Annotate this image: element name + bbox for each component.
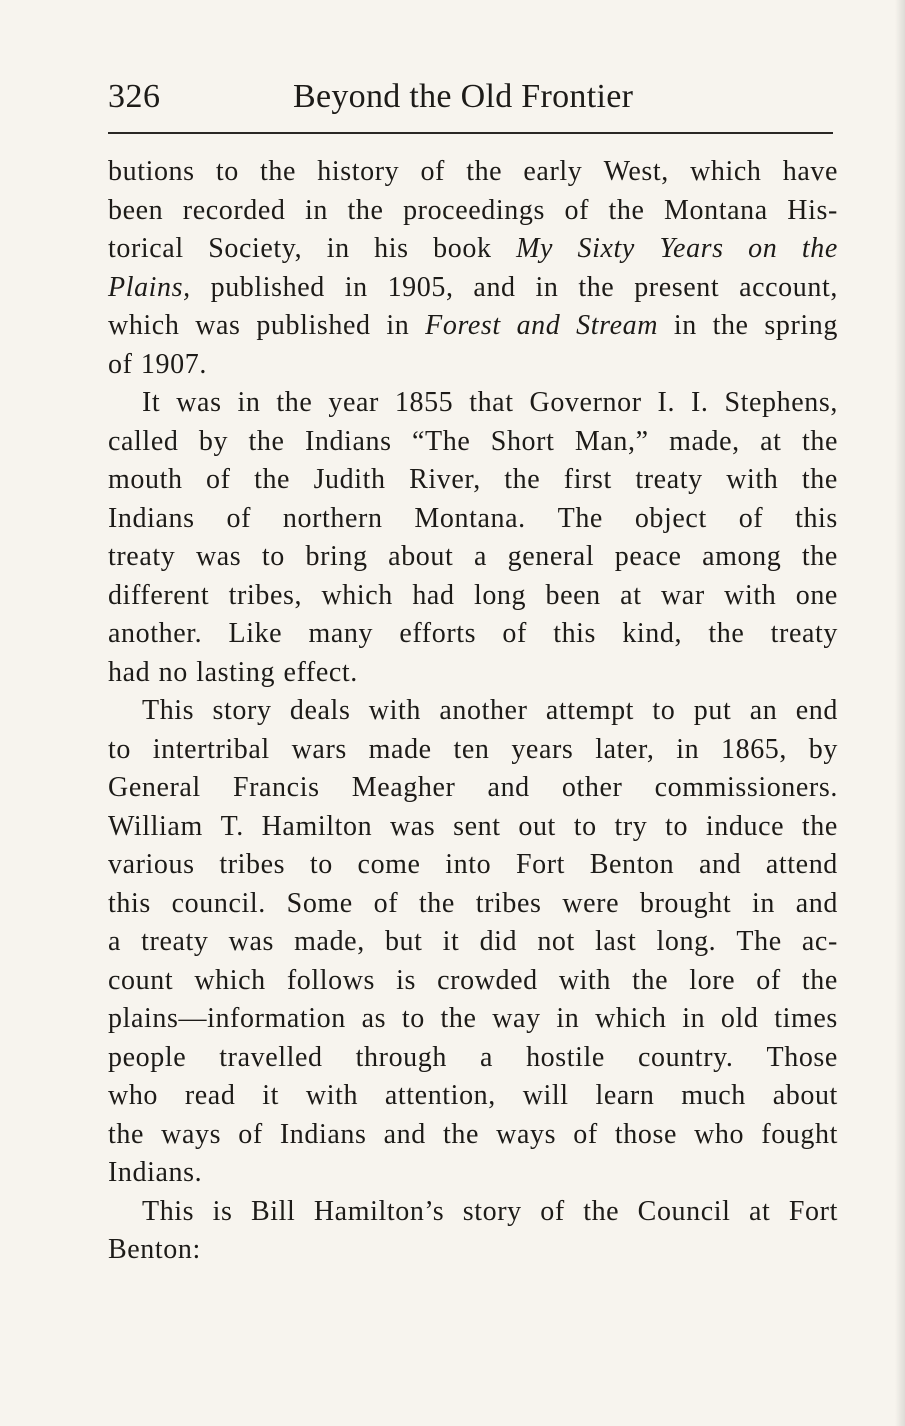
text-line xyxy=(108,1000,838,1039)
word: mouth xyxy=(108,464,183,495)
word: tribes xyxy=(219,849,286,880)
word: end xyxy=(795,695,838,726)
word: the xyxy=(801,810,838,842)
word: another xyxy=(439,695,528,726)
word: I. xyxy=(691,387,709,418)
word: the xyxy=(578,271,615,303)
word: many xyxy=(308,618,374,649)
running-title: Beyond the Old Frontier xyxy=(293,78,634,115)
word: Stream xyxy=(576,310,659,341)
word: long. xyxy=(656,926,717,957)
word: Forest xyxy=(425,310,501,341)
word: story xyxy=(212,695,272,726)
word: was xyxy=(389,810,436,842)
word: put xyxy=(693,695,732,726)
word: The xyxy=(557,502,603,534)
word: by xyxy=(198,425,229,457)
word: Judith xyxy=(313,464,386,495)
text-line xyxy=(108,461,838,500)
word: I. xyxy=(657,387,676,418)
text-line xyxy=(108,153,838,192)
word: recorded xyxy=(182,194,286,226)
word: of xyxy=(226,502,252,534)
word: lasting xyxy=(196,656,276,688)
word: attempt xyxy=(545,695,635,726)
word: which xyxy=(690,156,762,187)
word: were xyxy=(562,887,620,919)
word: peace xyxy=(614,541,682,572)
word: count xyxy=(108,964,174,996)
word: Council xyxy=(637,1195,731,1227)
word: in xyxy=(676,733,700,765)
page-number: 326 xyxy=(108,78,161,115)
word: about xyxy=(388,541,454,572)
word: another. xyxy=(108,618,203,649)
word: people xyxy=(108,1041,187,1073)
word: treaty xyxy=(108,541,176,572)
word: Benton: xyxy=(108,1234,201,1265)
word: Montana xyxy=(664,194,768,226)
word: General xyxy=(108,772,201,803)
word: the xyxy=(418,887,455,919)
word: made xyxy=(368,733,432,765)
word: to xyxy=(652,695,676,726)
word: in xyxy=(752,887,775,919)
word: first xyxy=(563,464,612,495)
word: induce xyxy=(705,810,785,842)
word: no xyxy=(158,656,188,688)
word: William xyxy=(108,810,203,842)
word: attention, xyxy=(384,1080,496,1111)
word: as xyxy=(361,1003,387,1034)
word: the xyxy=(583,1195,620,1227)
text-line xyxy=(108,500,838,539)
word: published xyxy=(256,310,371,341)
word: Benton xyxy=(589,849,675,880)
word: the xyxy=(504,464,541,495)
word: plains—information xyxy=(108,1003,346,1034)
text-line xyxy=(108,384,838,423)
word: that xyxy=(469,387,514,418)
word: of xyxy=(573,1118,598,1150)
word: Francis xyxy=(232,772,320,803)
word: have xyxy=(782,156,838,187)
word: This xyxy=(142,1195,195,1227)
word: which xyxy=(194,964,266,996)
word: sent xyxy=(453,810,501,842)
text-line xyxy=(108,808,838,847)
word: His- xyxy=(787,194,838,226)
word: was xyxy=(195,310,241,341)
word: much xyxy=(681,1080,746,1111)
text-line xyxy=(108,1193,838,1232)
word: try xyxy=(614,810,648,842)
word: present xyxy=(634,271,720,303)
word: in xyxy=(305,194,329,226)
word: read xyxy=(184,1080,236,1111)
word: Society, xyxy=(208,233,303,264)
word: was xyxy=(228,926,275,957)
word: the xyxy=(801,541,838,572)
word: of xyxy=(564,194,589,226)
word: Hamilton’s xyxy=(313,1195,445,1227)
word: times xyxy=(774,1003,838,1034)
word: Sixty xyxy=(577,233,635,264)
word: River, xyxy=(409,464,481,495)
word: who xyxy=(108,1080,159,1111)
header-rule xyxy=(108,132,833,134)
text-line xyxy=(108,577,838,616)
word: the xyxy=(276,387,313,418)
word: Fort xyxy=(515,849,566,880)
word: 1865, xyxy=(721,733,787,765)
word: My xyxy=(516,233,554,264)
word: the xyxy=(254,464,291,495)
word: Hamilton xyxy=(261,810,373,842)
word: in xyxy=(326,233,350,264)
word: year xyxy=(328,387,379,418)
word: Like xyxy=(228,618,283,649)
word: of xyxy=(373,887,399,919)
word: and xyxy=(487,772,530,803)
word: of xyxy=(420,156,445,187)
word: to xyxy=(665,810,689,842)
word: early xyxy=(523,156,583,187)
word: at xyxy=(749,1195,771,1227)
word: butions xyxy=(108,156,195,187)
word: Meagher xyxy=(351,772,456,803)
word: “The xyxy=(412,425,471,457)
word: old xyxy=(720,1003,759,1034)
word: the xyxy=(801,425,838,457)
word: about xyxy=(772,1080,838,1111)
word: West, xyxy=(603,156,669,187)
word: the xyxy=(632,964,669,996)
word: learn xyxy=(595,1080,655,1111)
word: to xyxy=(573,810,597,842)
word: who xyxy=(694,1118,745,1150)
word: come xyxy=(357,849,421,880)
word: it xyxy=(262,1080,280,1111)
word: the xyxy=(440,1003,477,1034)
word: of xyxy=(540,1195,565,1227)
word: ways xyxy=(496,1118,557,1150)
text-line xyxy=(108,1231,838,1270)
word: deals xyxy=(289,695,351,726)
word: and xyxy=(698,849,742,880)
word: Governor xyxy=(529,387,642,418)
text-line xyxy=(108,923,838,962)
text-line xyxy=(108,1154,838,1193)
word: the xyxy=(108,1118,145,1150)
word: had xyxy=(412,579,455,611)
word: Indians. xyxy=(108,1157,203,1188)
word: commissioners. xyxy=(654,772,838,803)
word: been xyxy=(108,194,164,226)
word: Some xyxy=(286,887,353,919)
word: and xyxy=(795,887,838,919)
word: which xyxy=(321,579,393,611)
word: Plains, xyxy=(108,271,191,303)
word: treaty xyxy=(635,464,703,495)
word: was xyxy=(176,387,222,418)
word: to xyxy=(215,156,239,187)
word: T. xyxy=(220,810,244,842)
word: this xyxy=(108,887,151,919)
word: treaty xyxy=(141,926,209,957)
word: of xyxy=(738,502,764,534)
word: torical xyxy=(108,233,184,264)
text-line xyxy=(108,1039,838,1078)
word: not xyxy=(537,926,575,957)
page-header xyxy=(108,74,833,124)
word: long xyxy=(473,579,527,611)
word: the xyxy=(248,425,285,457)
word: treaty xyxy=(770,618,838,649)
word: follows xyxy=(286,964,376,996)
word: travelled xyxy=(219,1041,323,1073)
word: and xyxy=(516,310,561,341)
word: lore xyxy=(689,964,736,996)
word: war xyxy=(660,579,705,611)
word: and xyxy=(383,1118,426,1150)
word: into xyxy=(445,849,492,880)
word: is xyxy=(396,964,417,996)
text-line xyxy=(108,615,838,654)
word: published xyxy=(210,271,325,303)
word: was xyxy=(195,541,242,572)
word: the xyxy=(608,194,645,226)
text-line xyxy=(108,423,838,462)
word: with xyxy=(726,464,779,495)
text-line xyxy=(108,692,838,731)
word: crowded xyxy=(437,964,538,996)
word: the xyxy=(801,464,838,495)
word: effect. xyxy=(283,656,358,688)
word: had xyxy=(108,656,151,688)
word: the xyxy=(260,156,297,187)
word: tribes xyxy=(475,887,542,919)
word: will xyxy=(522,1080,569,1111)
word: the xyxy=(712,310,749,341)
word: account, xyxy=(739,271,838,303)
word: did xyxy=(479,926,518,957)
word: Indians xyxy=(304,425,392,457)
word: 1855 xyxy=(394,387,454,418)
word: ten xyxy=(453,733,490,765)
word: which xyxy=(595,1003,667,1034)
text-line xyxy=(108,654,838,693)
word: tribes, xyxy=(228,579,303,611)
word: story xyxy=(462,1195,522,1227)
word: through xyxy=(355,1041,447,1073)
page-edge-shadow xyxy=(895,0,905,1426)
word: efforts xyxy=(399,618,477,649)
text-line xyxy=(108,1116,838,1155)
word: on xyxy=(748,233,778,264)
word: to xyxy=(401,1003,425,1034)
text-line xyxy=(108,885,838,924)
word: in xyxy=(682,1003,706,1034)
word: of xyxy=(238,1118,263,1150)
word: Bill xyxy=(250,1195,296,1227)
word: this xyxy=(553,618,597,649)
text-line xyxy=(108,230,838,269)
word: Those xyxy=(766,1041,838,1073)
word: in xyxy=(673,310,697,341)
word: the xyxy=(443,1118,480,1150)
word: one xyxy=(795,579,838,611)
word: of xyxy=(108,348,133,380)
word: 1907. xyxy=(140,348,207,380)
text-line xyxy=(108,731,838,770)
word: among xyxy=(702,541,782,572)
word: ac- xyxy=(801,926,838,957)
word: it xyxy=(442,926,460,957)
word: spring xyxy=(764,310,838,341)
word: ways xyxy=(161,1118,222,1150)
word: the xyxy=(347,194,384,226)
text-line xyxy=(108,192,838,231)
word: an xyxy=(749,695,778,726)
word: out xyxy=(518,810,556,842)
word: by xyxy=(808,733,838,765)
word: this xyxy=(795,502,838,534)
text-line xyxy=(108,346,838,385)
word: of xyxy=(206,464,231,495)
word: book xyxy=(433,233,492,264)
word: Stephens, xyxy=(724,387,838,418)
word: made, xyxy=(669,425,740,457)
word: This xyxy=(142,695,195,726)
word: intertribal xyxy=(152,733,270,765)
word: of xyxy=(502,618,527,649)
word: the xyxy=(466,156,503,187)
word: in xyxy=(556,1003,580,1034)
word: It xyxy=(142,387,161,418)
word: been xyxy=(545,579,601,611)
word: in xyxy=(237,387,261,418)
word: 1905, xyxy=(387,271,454,303)
word: a xyxy=(473,541,488,572)
word: northern xyxy=(282,502,383,534)
word: the xyxy=(708,618,745,649)
word: different xyxy=(108,579,210,611)
word: in xyxy=(535,271,559,303)
word: his xyxy=(374,233,409,264)
word: at xyxy=(760,425,782,457)
text-line xyxy=(108,538,838,577)
word: various xyxy=(108,849,195,880)
word: Fort xyxy=(788,1195,838,1227)
word: a xyxy=(480,1041,494,1073)
word: bring xyxy=(305,541,368,572)
word: Indians xyxy=(108,502,195,534)
word: object xyxy=(634,502,707,534)
word: proceedings xyxy=(403,194,545,226)
word: The xyxy=(736,926,782,957)
word: Man,” xyxy=(574,425,649,457)
word: general xyxy=(507,541,595,572)
word: to xyxy=(108,733,131,765)
word: last xyxy=(595,926,637,957)
word: country. xyxy=(637,1041,734,1073)
word: years xyxy=(511,733,574,765)
word: called xyxy=(108,425,179,457)
text-line xyxy=(108,269,838,308)
word: attend xyxy=(765,849,838,880)
text-line xyxy=(108,1077,838,1116)
word: is xyxy=(212,1195,233,1227)
word: way xyxy=(492,1003,541,1034)
word: kind, xyxy=(622,618,683,649)
word: hostile xyxy=(526,1041,605,1073)
word: and xyxy=(473,271,516,303)
word: Years xyxy=(659,233,724,264)
word: with xyxy=(724,579,777,611)
word: Short xyxy=(490,425,555,457)
word: at xyxy=(620,579,642,611)
word: made, xyxy=(294,926,365,957)
word: history xyxy=(317,156,400,187)
text-line xyxy=(108,962,838,1001)
word: Montana. xyxy=(414,502,526,534)
text-line xyxy=(108,846,838,885)
word: of xyxy=(756,964,781,996)
word: but xyxy=(384,926,423,957)
word: in xyxy=(386,310,410,341)
text-line xyxy=(108,769,838,808)
word: a xyxy=(108,926,122,957)
word: with xyxy=(368,695,421,726)
word: in xyxy=(344,271,368,303)
word: the xyxy=(801,964,838,996)
word: the xyxy=(801,233,838,264)
word: other xyxy=(561,772,623,803)
word: brought xyxy=(639,887,732,919)
word: wars xyxy=(291,733,347,765)
word: to xyxy=(261,541,285,572)
word: fought xyxy=(761,1118,838,1150)
word: Indians xyxy=(279,1118,367,1150)
word: with xyxy=(558,964,612,996)
word: which xyxy=(108,310,180,341)
word: later, xyxy=(595,733,655,765)
word: to xyxy=(309,849,333,880)
word: with xyxy=(305,1080,359,1111)
body-text xyxy=(108,153,838,1270)
word: council. xyxy=(171,887,266,919)
text-line xyxy=(108,307,838,346)
word: those xyxy=(614,1118,677,1150)
